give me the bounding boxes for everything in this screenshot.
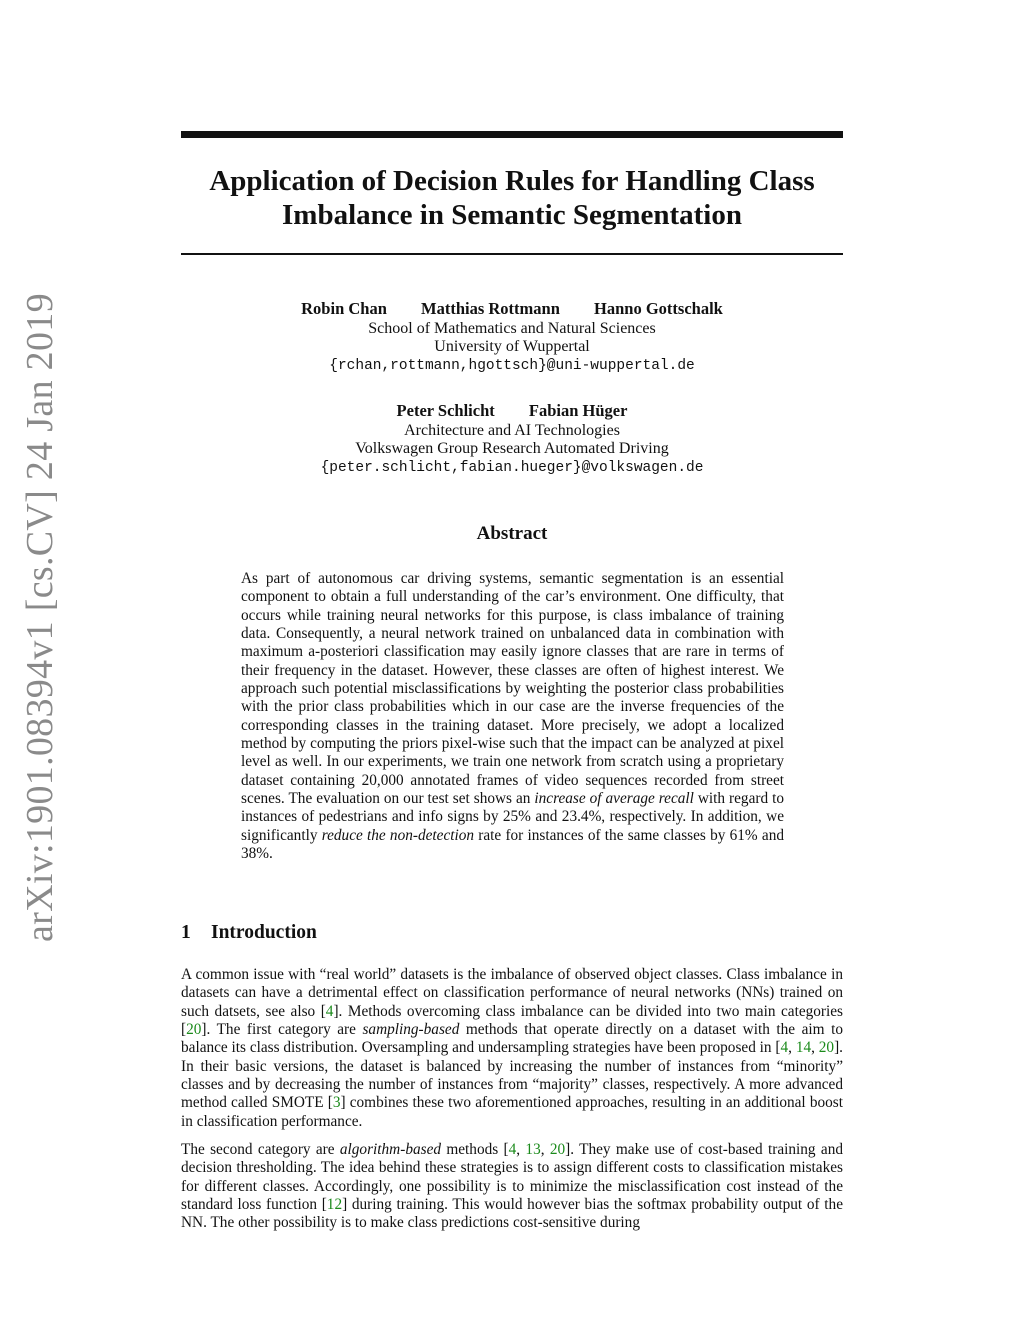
institution: University of Wuppertal <box>434 338 590 355</box>
author-name: Hanno Gottschalk <box>594 299 723 318</box>
citation-link[interactable]: 20 <box>818 1039 835 1057</box>
section-heading-introduction <box>181 922 843 944</box>
citation-link[interactable]: 20 <box>186 1021 202 1039</box>
citation-link[interactable]: 20 <box>549 1141 566 1158</box>
arxiv-identifier: arXiv:1901.08394v1 [cs.CV] 24 Jan 2019 <box>19 293 61 942</box>
affiliation-block-1 <box>181 300 843 375</box>
paper-title <box>181 164 843 232</box>
citation-link[interactable]: 13 <box>525 1141 541 1158</box>
author-email: {peter.schlicht,fabian.hueger}@volkswagen.de <box>320 459 704 476</box>
citation-link[interactable]: 12 <box>326 1196 343 1214</box>
author-name: Peter Schlicht <box>396 401 495 420</box>
institution: Volkswagen Group Research Automated Driving <box>355 440 669 457</box>
department: School of Mathematics and Natural Sciences <box>368 319 656 337</box>
author-name: Robin Chan <box>301 299 387 318</box>
intro-paragraph-2: The second category are algorithm-based methods [4, 13, 20]. They make use of cost-based training and decision thresholding. The idea behind these strategies is to assign different costs to classification mistakes for different classes. Accordingly, one possibility is to minimize the misclassification cost instead of the standard loss function [12] during training. This would however bias the softmax probability output of the NN. The other possibility is to make class predictions cost-sensitive during <box>181 1141 843 1232</box>
title-line-1: Application of Decision Rules for Handling Class <box>209 165 815 197</box>
intro-paragraph-1: A common issue with “real world” datasets is the imbalance of observed object classes. Class imbalance in datasets can have a detrimental effect on classification performance of neural networks (NNs) trained on such datsets, see also [4]. Methods overcoming class imbalance can be divided into two main categories [20]. The first category are sampling-based methods that operate directly on a dataset with the aim to balance its class distribution. Oversampling and undersampling strategies have been proposed in [4, 14, 20]. In their basic versions, the dataset is balanced by increasing the number of instances from “minority” classes and by decreasing the number of instances from “majority” classes, respectively. A more advanced method called SMOTE [3] combines these two aforementioned approaches, resulting in an additional boost in classification performance. <box>181 966 844 1130</box>
citation-link[interactable]: 4 <box>780 1039 789 1057</box>
author-names-2 <box>181 402 843 421</box>
section-number: 1 <box>181 922 191 943</box>
title-bottom-rule <box>181 253 843 255</box>
section-title: Introduction <box>211 922 317 943</box>
author-email: {rchan,rottmann,hgottsch}@uni-wuppertal.de <box>329 357 695 374</box>
department: Architecture and AI Technologies <box>404 421 620 439</box>
abstract-body: As part of autonomous car driving systems, semantic segmentation is an essential component to obtain a full understanding of the car’s environment. One difficulty, that occurs while training neural networks for this purpose, is class imbalance of training data. Consequently, a neural network trained on unbalanced data in combination with maximum a-posteriori classification may easily ignore classes that are rare in terms of their frequency in the dataset. However, these classes are often of highest interest. We approach such potential misclassifications by weighting the posterior class probabilities with the prior class probabilities which in our case are the inverse frequencies of the corresponding classes in the training dataset. More precisely, we adopt a localized method by computing the priors pixel-wise such that the impact can be analyzed at pixel level as well. In our experiments, we train one network from scratch using a proprietary dataset containing 20,000 annotated frames of video sequences recorded from street scenes. The evaluation on our test set shows an increase of average recall with regard to instances of pedestrians and info signs by 25% and 23.4%, respectively. In addition, we significantly reduce the non-detection rate for instances of the same classes by 61% and 38%. <box>241 570 785 863</box>
citation-link[interactable]: 4 <box>508 1141 517 1158</box>
title-top-rule <box>181 131 843 138</box>
affiliation-block-2 <box>181 402 843 477</box>
abstract-heading: Abstract <box>476 523 548 544</box>
author-names-1 <box>181 300 843 319</box>
author-name: Fabian Hüger <box>528 401 628 420</box>
title-line-2: Imbalance in Semantic Segmentation <box>282 199 742 231</box>
citation-link[interactable]: 14 <box>795 1039 812 1057</box>
citation-link[interactable]: 3 <box>332 1094 341 1112</box>
citation-link[interactable]: 4 <box>325 1002 334 1020</box>
author-name: Matthias Rottmann <box>421 299 560 318</box>
